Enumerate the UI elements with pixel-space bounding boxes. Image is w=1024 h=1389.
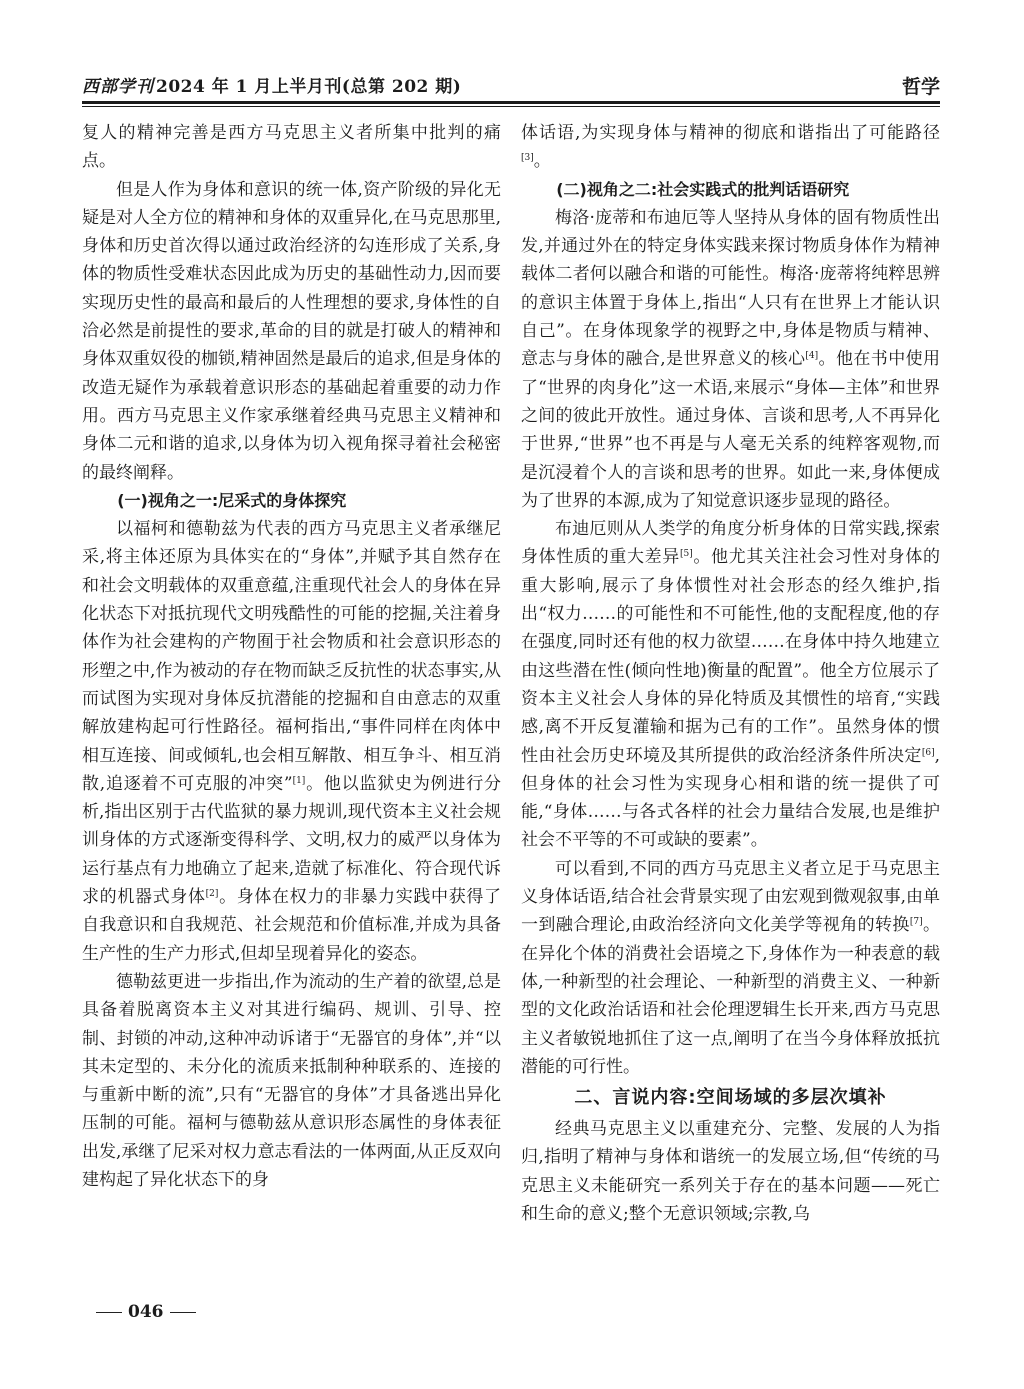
section-label: 哲学: [901, 76, 940, 98]
subsection-heading: (二)视角之二:社会实践式的批判话语研究: [556, 179, 850, 199]
paragraph: 以福柯和德勒兹为代表的西方马克思主义者承继尼采,将主体还原为具体实在的“身体”,并赋予其自然存在和社会文明载体的双重意蕴,注重现代社会人的身体在异化状态下对抵抗现代文明残酷性的可能的挖掘,关注着身体作为社会建构的产物囿于社会物质和社会意识形态的形塑之中,作为被动的存在物而缺乏反抗性的状态事实,从而试图为实现对身体反抗潜能的挖掘和自由意志的双重解放建构起可行性路径。福柯指出,“事件同样在肉体中相互连接、间或倾轧,也会相互解散、相互争斗、相互消散,追逐着不可克服的冲突”[1]。他以监狱史为例进行分析,指出区别于古代监狱的暴力规训,现代资本主义社会规训身体的方式逐渐变得科学、文明,权力的威严以身体为运行基点有力地确立了起来,造就了标准化、符合现代诉求的机器式身体[2]。身体在权力的非暴力实践中获得了自我意识和自我规范、社会规范和价值标准,并成为具备生产性的生产力形式,但却呈现着异化的姿态。: [82, 519, 502, 964]
header-rule-thick: [82, 101, 940, 104]
paragraph: 可以看到,不同的西方马克思主义者立足于马克思主义身体话语,结合社会背景实现了由宏观到微观叙事,由单一到融合理论,由政治经济向文化美学等视角的转换[7]。在异化个体的消费社会语境之下,身体作为一种表意的载体,一种新型的社会理论、一种新型的消费主义、一种新型的文化政治话语和社会伦理逻辑生长开来,西方马克思主义者敏锐地抓住了这一点,阐明了在当今身体释放抵抗潜能的可行性。: [521, 858, 941, 1077]
right-column: [521, 119, 940, 1228]
header-rule-thin: [82, 106, 940, 107]
journal-logo: 西部学刊: [82, 77, 154, 97]
citation-ref[interactable]: [5]: [679, 549, 693, 560]
page-number-dash-left: [96, 1312, 122, 1313]
journal-running-head: [82, 72, 461, 97]
citation-ref[interactable]: [6]: [921, 747, 935, 758]
paragraph: 经典马克思主义以重建充分、完整、发展的人为指归,指明了精神与身体和谐统一的发展立场,但“传统的马克思主义未能研究一系列关于存在的基本问题——死亡和生命的意义;整个无意识领域;宗教,乌: [521, 1119, 940, 1224]
citation-ref[interactable]: [4]: [805, 351, 819, 362]
citation-ref[interactable]: [1]: [292, 775, 306, 786]
issue-info: 2024 年 1 月上半月刊(总第 202 期): [156, 77, 462, 97]
citation-ref[interactable]: [2]: [205, 889, 219, 900]
section-heading: 二、言说内容:空间场域的多层次填补: [574, 1087, 887, 1109]
citation-ref[interactable]: [3]: [521, 153, 534, 164]
paragraph: 布迪厄则从人类学的角度分析身体的日常实践,探索身体性质的重大差异[5]。他尤其关注社会习性对身体的重大影响,展示了身体惯性对社会形态的经久维护,指出“权力……的可能性和不可能性,他的支配程度,他的存在强度,同时还有他的权力欲望……在身体中持久地建立由这些潜在性(倾向性地)衡量的配置”。他全方位展示了资本主义社会人身体的异化特质及其惯性的培育,“实践感,离不开反复灌输和据为己有的工作”。虽然身体的惯性由社会历史环境及其所提供的政治经济条件所决定[6],但身体的社会习性为实现身心相和谐的统一提供了可能,“身体……与各式各样的社会力量结合发展,也是维护社会不平等的不可或缺的要素”。: [521, 519, 941, 851]
page-header: [0, 0, 1024, 120]
page-number: 046: [90, 1302, 202, 1322]
citation-ref[interactable]: [7]: [909, 917, 923, 928]
paragraph: 梅洛·庞蒂和布迪厄等人坚持从身体的固有物质性出发,并通过外在的特定身体实践来探讨物质身体作为精神载体二者何以融合和谐的可能性。梅洛·庞蒂将纯粹思辨的意识主体置于身体上,指出“人只有在世界上才能认识自己”。在身体现象学的视野之中,身体是物质与精神、意志与身体的融合,是世界意义的核心[4]。他在书中使用了“世界的肉身化”这一术语,来展示“身体—主体”和世界之间的彼此开放性。通过身体、言谈和思考,人不再异化于世界,“世界”也不再是与人毫无关系的纯粹客观物,而是沉浸着个人的言谈和思考的世界。如此一来,身体便成为了世界的本源,成为了知觉意识逐步显现的路径。: [521, 207, 941, 511]
paragraph: 德勒兹更进一步指出,作为流动的生产着的欲望,总是具备着脱离资本主义对其进行编码、规训、引导、控制、封锁的冲动,这种冲动诉诸于“无器官的身体”,并“以其未定型的、未分化的流质来抵制种种联系的、连接的与重新中断的流”,只有“无器官的身体”才具备逃出异化压制的可能。福柯与德勒兹从意识形态属性的身体表征出发,承继了尼采对权力意志看法的一体两面,从正反双向建构起了异化状态下的身: [82, 971, 501, 1190]
paragraph: 但是人作为身体和意识的统一体,资产阶级的异化无疑是对人全方位的精神和身体的双重异化,在马克思那里,身体和历史首次得以通过政治经济的勾连形成了关系,身体的物质性受难状态因此成为历史的基础性动力,因而要实现历史性的最高和最后的人性理想的要求,身体性的自洽必然是前提性的要求,革命的目的就是打破人的精神和身体双重奴役的枷锁,精神固然是最后的追求,但是身体的改造无疑作为承载着意识形态的基础起着重要的动力作用。西方马克思主义作家承继着经典马克思主义精神和身体二元和谐的追求,以身体为切入视角探寻着社会秘密的最终阐释。: [82, 179, 501, 483]
page-number-dash-right: [170, 1312, 196, 1313]
subsection-heading: (一)视角之一:尼采式的身体探究: [117, 490, 347, 510]
left-column: [82, 119, 501, 1194]
paragraph: 复人的精神完善是西方马克思主义者所集中批判的痛点。: [82, 123, 501, 172]
paragraph: 体话语,为实现身体与精神的彻底和谐指出了可能路径[3]。: [521, 123, 940, 172]
